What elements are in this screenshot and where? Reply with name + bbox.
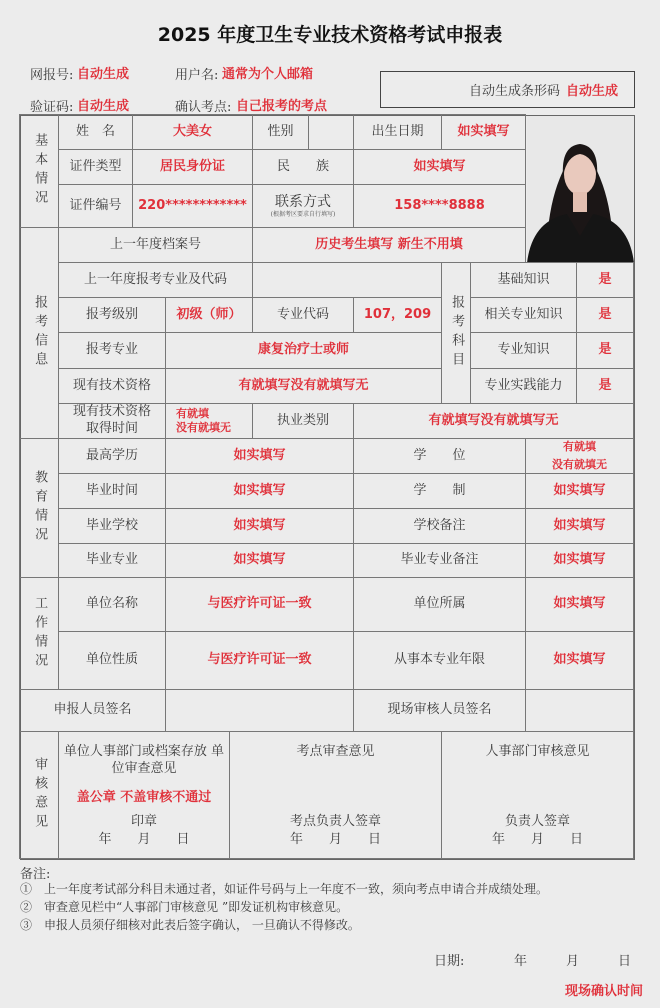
prev-major-label: 上一年度报考专业及代码 — [58, 262, 253, 298]
qualtime-line1: 有就填 — [176, 406, 209, 420]
major-value[interactable]: 康复治疗士或师 — [165, 332, 442, 369]
edu-value[interactable]: 有就填 没有就填无 — [525, 438, 634, 474]
edu-value[interactable]: 如实填写 — [165, 473, 354, 509]
gender-label: 性别 — [252, 114, 309, 150]
hr-opinion-title: 人事部门审核意见 — [485, 744, 590, 759]
ethnic-value[interactable]: 如实填写 — [353, 149, 526, 185]
footer-date: 年 月 日 — [514, 954, 632, 969]
idno-label: 证件编号 — [58, 184, 133, 228]
note-item: ① 上一年度考试部分科目未通过者，如证件号码与上一年度不一致，须向考点申请合并成绩处理。 — [20, 882, 549, 896]
birth-label: 出生日期 — [353, 114, 442, 150]
birth-value[interactable]: 如实填写 — [441, 114, 526, 150]
work-label: 单位所属 — [353, 577, 526, 632]
code-label: 专业代码 — [252, 297, 354, 333]
barcode-label: 自动生成条形码 — [468, 84, 560, 99]
idtype-label: 证件类型 — [58, 149, 133, 185]
edu-value[interactable]: 如实填写 — [525, 543, 634, 578]
work-label: 从事本专业年限 — [353, 631, 526, 690]
work-section-label: 工作情况 — [19, 577, 59, 690]
subject-name: 专业实践能力 — [470, 368, 577, 404]
subject-name: 专业知识 — [470, 332, 577, 369]
subject-value[interactable]: 是 — [576, 262, 634, 298]
audit-section-label: 审核意见 — [19, 731, 59, 859]
unit-date: 年 月 日 — [98, 832, 190, 847]
username-value: 通常为个人邮箱 — [222, 67, 314, 82]
qualtime-value[interactable] — [165, 403, 253, 439]
footer-date-label: 日期: — [434, 954, 465, 969]
subjects-label: 报考科目 — [441, 262, 471, 404]
name-label: 姓 名 — [58, 114, 133, 150]
web-no-value: 自动生成 — [77, 67, 130, 82]
name-value[interactable]: 大美女 — [132, 114, 253, 150]
site-date: 年 月 日 — [289, 832, 381, 847]
edu-label: 毕业时间 — [58, 473, 166, 509]
subject-value[interactable]: 是 — [576, 297, 634, 333]
work-value[interactable]: 如实填写 — [525, 577, 634, 632]
edu-label: 毕业专业 — [58, 543, 166, 578]
archive-label: 上一年度档案号 — [58, 227, 253, 263]
captcha-value: 自动生成 — [77, 99, 130, 114]
applicant-photo — [527, 116, 634, 263]
edu-label: 最高学历 — [58, 438, 166, 474]
hr-seal-label: 负责人签章 — [504, 814, 570, 829]
major-label: 报考专业 — [58, 332, 166, 369]
barcode-value: 自动生成 — [565, 84, 618, 99]
notes-label: 备注: — [20, 867, 51, 882]
applicant-sign-label: 申报人员签名 — [19, 689, 166, 732]
code-value[interactable]: 107，209 — [353, 297, 442, 333]
level-label: 报考级别 — [58, 297, 166, 333]
hr-date: 年 月 日 — [491, 832, 583, 847]
note-item: ③ 申报人员须仔细核对此表后签字确认， 一旦确认不得修改。 — [20, 918, 360, 932]
applicant-sign-field[interactable] — [165, 689, 354, 732]
contact-label: 联系方式 — [275, 194, 331, 210]
edu-value[interactable]: 如实填写 — [165, 543, 354, 578]
confirm-time-note: 现场确认时间 — [565, 984, 644, 999]
subject-name: 相关专业知识 — [470, 297, 577, 333]
practice-label: 执业类别 — [252, 403, 354, 439]
qual-label: 现有技术资格 — [58, 368, 166, 404]
captcha-label: 验证码: — [30, 100, 74, 115]
unit-opinion-title: 单位人事部门或档案存放 单位审查意见 — [63, 744, 225, 776]
contact-note: (根据考区要求自行填写) — [270, 211, 336, 219]
qual-value[interactable]: 有就填写没有就填写无 — [165, 368, 442, 404]
note-item: ② 审查意见栏中“人事部门审核意见 ”即发证机构审核意见。 — [20, 900, 349, 914]
report-section-label: 报考信息 — [19, 227, 59, 439]
subject-name: 基础知识 — [470, 262, 577, 298]
gender-value[interactable] — [308, 114, 354, 150]
idtype-value[interactable]: 居民身份证 — [132, 149, 253, 185]
prev-major-value[interactable] — [252, 262, 442, 298]
page-title: 2025 年度卫生专业技术资格考试申报表 — [157, 24, 503, 46]
username-label: 用户名: — [175, 68, 219, 83]
edu-value[interactable]: 如实填写 — [165, 508, 354, 544]
work-value[interactable]: 如实填写 — [525, 631, 634, 690]
site-seal-label: 考点负责人签章 — [289, 814, 381, 829]
edu-value[interactable]: 如实填写 — [525, 473, 634, 509]
work-value[interactable]: 与医疗许可证一致 — [165, 577, 354, 632]
edu-label: 学校备注 — [353, 508, 526, 544]
idno-value[interactable]: 220************ — [132, 184, 253, 228]
qualtime-line2: 没有就填无 — [176, 421, 231, 434]
qualtime-label: 现有技术资格取得时间 — [58, 403, 166, 439]
edu-label: 学 位 — [353, 438, 526, 474]
unit-opinion-cell[interactable] — [58, 731, 230, 859]
unit-opinion-note: 盖公章 不盖审核不通过 — [76, 790, 212, 805]
practice-value[interactable]: 有就填写没有就填写无 — [353, 403, 634, 439]
edu-section-label: 教育情况 — [19, 438, 59, 578]
edu-value[interactable]: 如实填写 — [525, 508, 634, 544]
level-value[interactable]: 初级（师） — [165, 297, 253, 333]
site-label: 确认考点: — [175, 100, 232, 115]
edu-value[interactable]: 如实填写 — [165, 438, 354, 474]
site-value: 自己报考的考点 — [236, 99, 328, 114]
ethnic-label: 民 族 — [252, 149, 354, 185]
work-label: 单位名称 — [58, 577, 166, 632]
web-no-label: 网报号: — [30, 68, 74, 83]
subject-value[interactable]: 是 — [576, 332, 634, 369]
basic-section-label: 基本情况 — [19, 114, 59, 228]
archive-value[interactable]: 历史考生填写 新生不用填 — [252, 227, 526, 263]
edu-label: 毕业学校 — [58, 508, 166, 544]
barcode-box — [380, 71, 635, 108]
hr-opinion-cell[interactable] — [441, 731, 634, 859]
edu-label: 毕业专业备注 — [353, 543, 526, 578]
subject-value[interactable]: 是 — [576, 368, 634, 404]
reviewer-sign-label: 现场审核人员签名 — [353, 689, 526, 732]
site-opinion-cell[interactable] — [229, 731, 442, 859]
unit-seal-label: 印章 — [130, 814, 157, 829]
site-opinion-title: 考点审查意见 — [296, 744, 375, 759]
work-label: 单位性质 — [58, 631, 166, 690]
edu-label: 学 制 — [353, 473, 526, 509]
reviewer-sign-field[interactable] — [525, 689, 634, 732]
contact-label-cell — [252, 184, 354, 228]
contact-value[interactable]: 158****8888 — [353, 184, 526, 228]
work-value[interactable]: 与医疗许可证一致 — [165, 631, 354, 690]
